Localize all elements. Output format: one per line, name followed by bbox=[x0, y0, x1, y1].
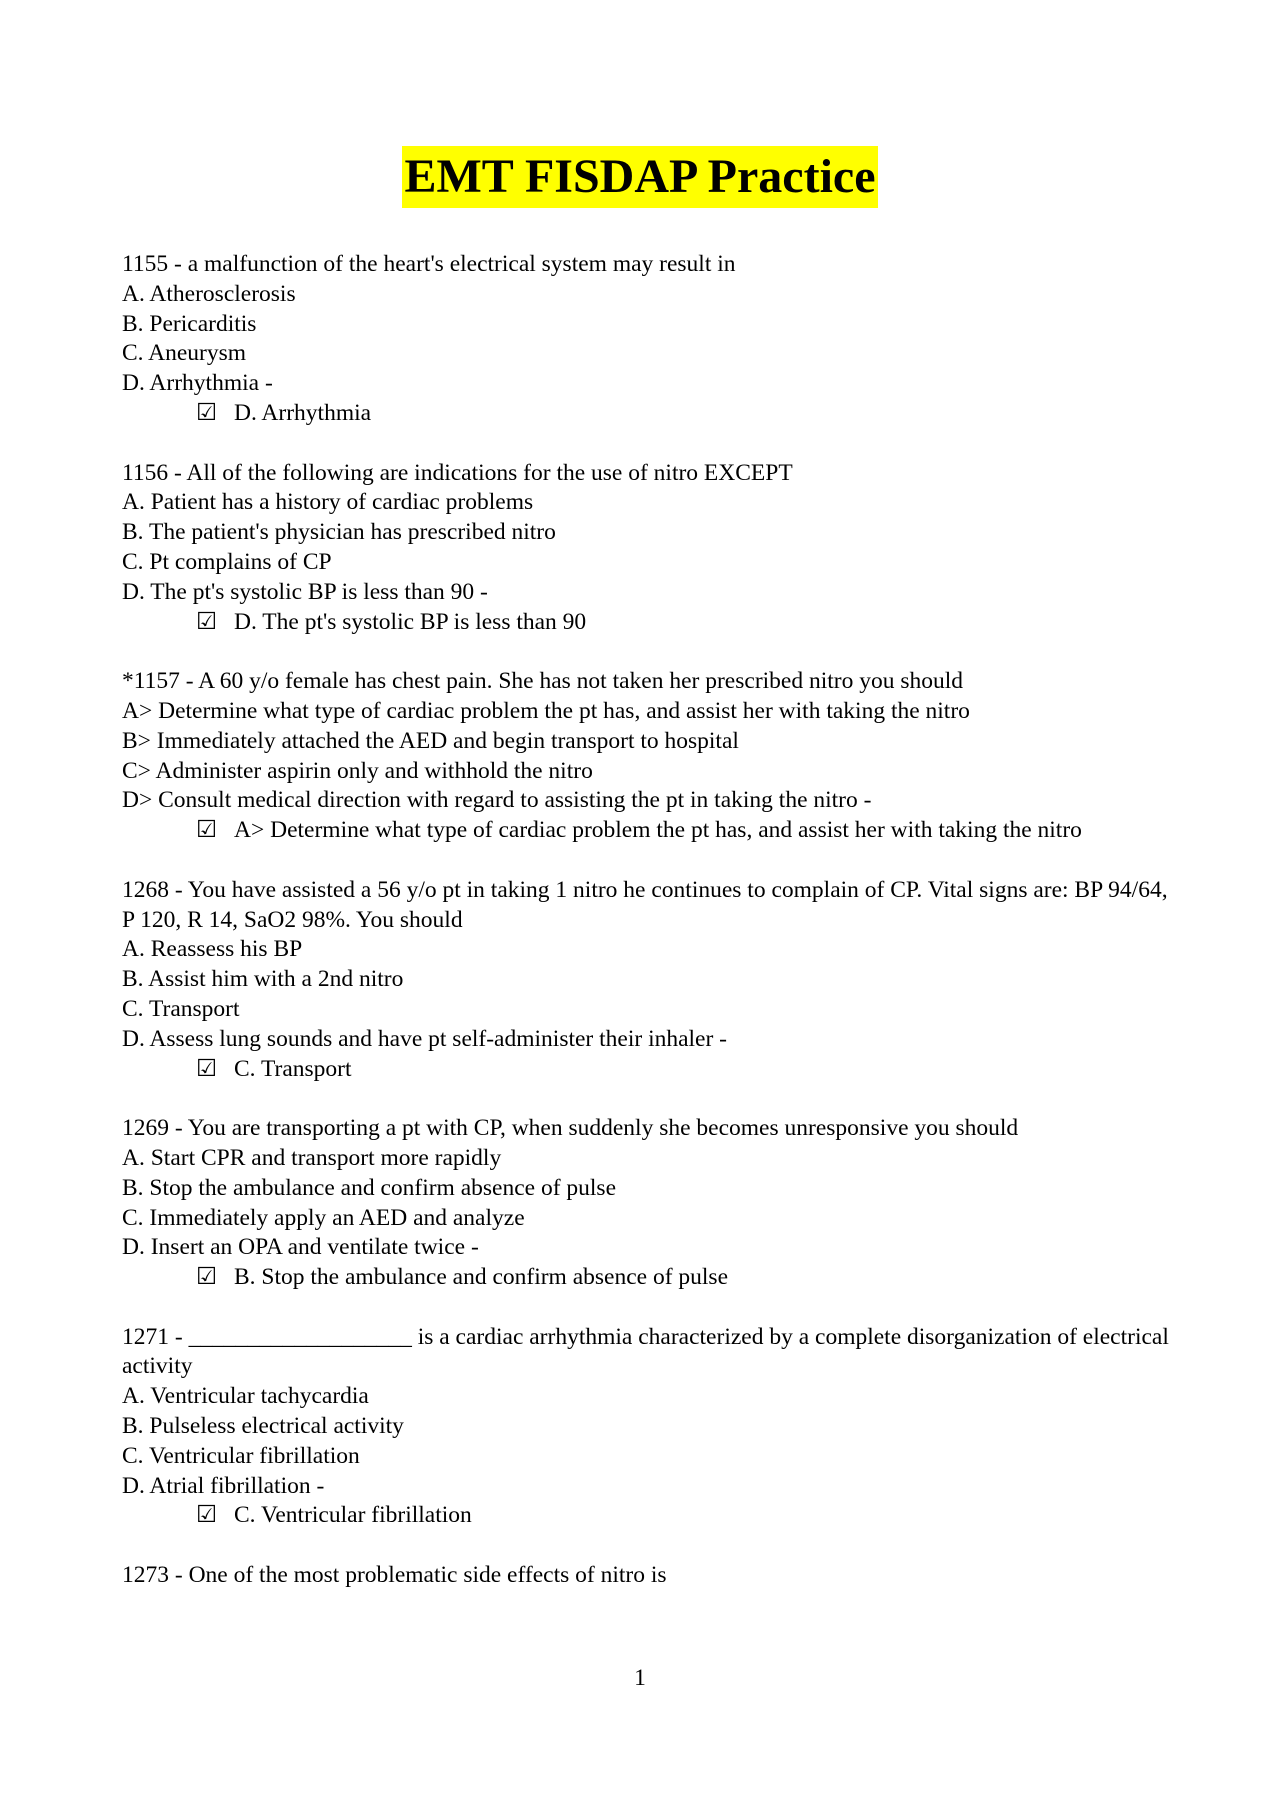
option: D. Assess lung sounds and have pt self-administer their inhaler - bbox=[122, 1025, 728, 1052]
option: C> Administer aspirin only and withhold the nitro bbox=[122, 757, 593, 784]
option: B. The patient's physician has prescribed nitro bbox=[122, 519, 556, 546]
question-stem: *1157 - A 60 y/o female has chest pain. She has not taken her prescribed nitro you should bbox=[122, 668, 964, 695]
question-list bbox=[122, 250, 1175, 1621]
option: D. Arrhythmia - bbox=[122, 370, 273, 397]
answer-text: D. The pt's systolic BP is less than 90 bbox=[234, 608, 587, 635]
page-title: EMT FISDAP Practice bbox=[402, 146, 877, 208]
option: C. Transport bbox=[122, 995, 240, 1022]
option: C. Pt complains of CP bbox=[122, 548, 332, 575]
option: D> Consult medical direction with regard to assisting the pt in taking the nitro - bbox=[122, 787, 872, 814]
answer bbox=[122, 399, 1172, 429]
question-1157 bbox=[122, 667, 1172, 846]
option: A> Determine what type of cardiac problem the pt has, and assist her with taking the nitro bbox=[122, 697, 970, 724]
option: B. Pericarditis bbox=[122, 310, 257, 337]
question-1271 bbox=[122, 1323, 1175, 1532]
option: C. Immediately apply an AED and analyze bbox=[122, 1204, 525, 1231]
answer bbox=[122, 816, 1172, 846]
option: A. Ventricular tachycardia bbox=[122, 1383, 369, 1410]
question-stem: 1268 - You have assisted a 56 y/o pt in taking 1 nitro he continues to complain of CP. Vital signs are: BP 94/64, P 120, R 14, SaO2 98%. You should bbox=[122, 876, 1174, 933]
checkbox-checked-icon: ☑ bbox=[196, 1055, 218, 1082]
question-1273 bbox=[122, 1561, 1172, 1591]
checkbox-checked-icon: ☑ bbox=[196, 1264, 218, 1291]
question-1269 bbox=[122, 1114, 1172, 1293]
option: D. Atrial fibrillation - bbox=[122, 1472, 325, 1499]
option: B. Assist him with a 2nd nitro bbox=[122, 966, 404, 993]
checkbox-checked-icon: ☑ bbox=[196, 817, 218, 844]
answer-text: B. Stop the ambulance and confirm absence of pulse bbox=[234, 1264, 729, 1291]
page-number: 1 bbox=[634, 1665, 646, 1691]
answer bbox=[122, 608, 1172, 638]
checkbox-checked-icon: ☑ bbox=[196, 1502, 218, 1529]
option: C. Aneurysm bbox=[122, 340, 247, 367]
option: A. Reassess his BP bbox=[122, 936, 303, 963]
option: A. Atherosclerosis bbox=[122, 280, 296, 307]
answer bbox=[122, 1055, 1172, 1085]
question-stem: 1156 - All of the following are indications for the use of nitro EXCEPT bbox=[122, 459, 793, 486]
answer-text: A> Determine what type of cardiac problem the pt has, and assist her with taking the nitro bbox=[234, 817, 1082, 844]
answer-text: C. Ventricular fibrillation bbox=[234, 1502, 472, 1529]
answer bbox=[122, 1501, 1172, 1531]
option: D. Insert an OPA and ventilate twice - bbox=[122, 1234, 479, 1261]
answer-text: C. Transport bbox=[234, 1055, 352, 1082]
option: A. Patient has a history of cardiac problems bbox=[122, 489, 534, 516]
title-wrap bbox=[0, 146, 1280, 208]
option: C. Ventricular fibrillation bbox=[122, 1442, 360, 1469]
answer-text: D. Arrhythmia bbox=[234, 399, 372, 426]
option: A. Start CPR and transport more rapidly bbox=[122, 1144, 502, 1171]
option: B. Pulseless electrical activity bbox=[122, 1413, 404, 1440]
checkbox-checked-icon: ☑ bbox=[196, 608, 218, 635]
answer bbox=[122, 1263, 1172, 1293]
question-1156 bbox=[122, 459, 1172, 638]
option: D. The pt's systolic BP is less than 90 - bbox=[122, 578, 488, 605]
question-stem: 1269 - You are transporting a pt with CP, when suddenly she becomes unresponsive you should bbox=[122, 1115, 1019, 1142]
option: B. Stop the ambulance and confirm absence of pulse bbox=[122, 1174, 617, 1201]
question-1268 bbox=[122, 876, 1172, 1085]
question-1155 bbox=[122, 250, 1172, 429]
question-stem: 1155 - a malfunction of the heart's electrical system may result in bbox=[122, 251, 736, 277]
question-stem: 1271 - ___________________ is a cardiac arrhythmia characterized by a complete disorganization of electrical activity bbox=[122, 1323, 1175, 1380]
question-stem: 1273 - One of the most problematic side effects of nitro is bbox=[122, 1562, 667, 1589]
checkbox-checked-icon: ☑ bbox=[196, 399, 218, 426]
option: B> Immediately attached the AED and begin transport to hospital bbox=[122, 727, 739, 754]
